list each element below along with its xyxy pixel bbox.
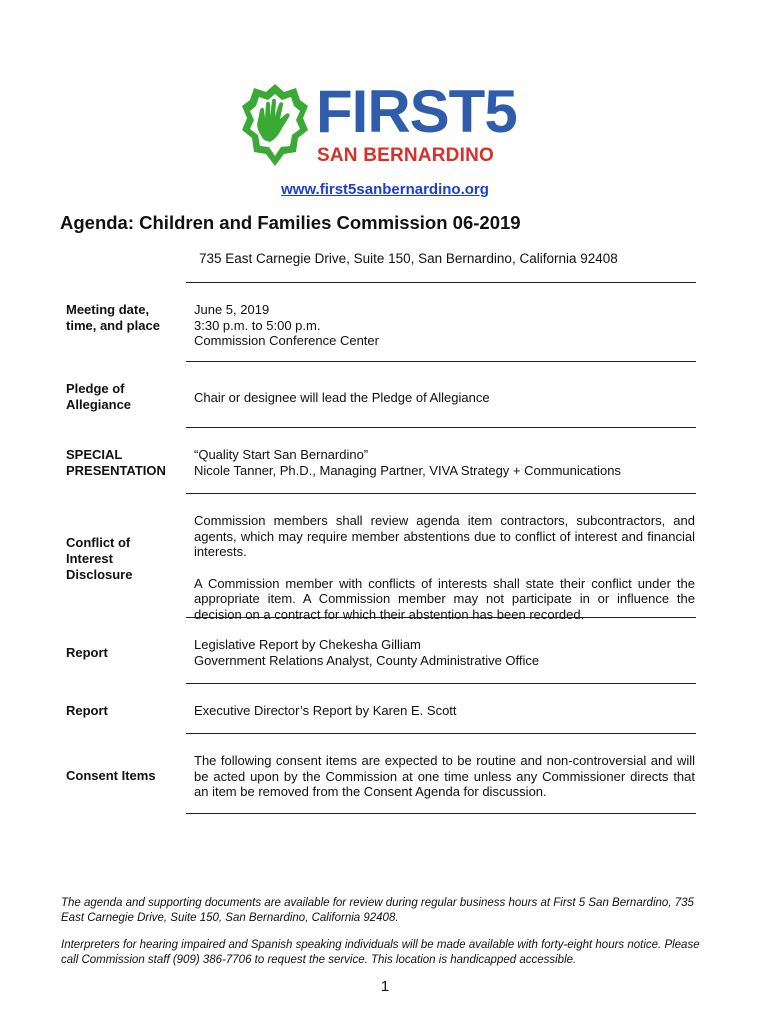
footer-availability: The agenda and supporting documents are available for review during regular business hours at First 5 San Bernardino, 735 East Carnegie Drive, Suite 150, San Bernardino, California 92408.	[61, 897, 694, 924]
agenda-content-legislative-report: Legislative Report by Chekesha Gilliam Government Relations Analyst, County Administrative Office	[194, 637, 540, 668]
address: 735 East Carnegie Drive, Suite 150, San Bernardino, California 92408	[199, 251, 618, 266]
agenda-label-consent-items: Consent Items	[66, 768, 156, 783]
agenda-label-conflict: Conflict of Interest Disclosure	[66, 535, 133, 582]
agenda-label-pledge: Pledge of Allegiance	[66, 381, 132, 412]
footer-interpreters: Interpreters for hearing impaired and Spanish speaking individuals will be made available with forty-eight hours notice. Please call Commission staff (909) 386-7706 to request the service. This location is handicapped accessible.	[61, 939, 700, 966]
agenda-content-conflict: Commission members shall review agenda item contractors, subcontractors, and agents, which may require member abstentions due to conflict of interest and financial interests. A Commission member with conflicts of interests shall state their conflict under the appropriate item. A Commission member may not participate in or influence the decision on a contract for which their abstention has been recorded.	[194, 513, 695, 622]
divider	[186, 813, 696, 814]
agenda-label-executive-report: Report	[66, 703, 108, 718]
agenda-label-legislative-report: Report	[66, 645, 108, 660]
divider	[186, 493, 696, 494]
agenda-label-special-presentation: SPECIAL PRESENTATION	[66, 447, 166, 478]
divider	[186, 733, 696, 734]
agenda-content-meeting: June 5, 2019 3:30 p.m. to 5:00 p.m. Commission Conference Center	[194, 302, 379, 348]
logo-first5-text: FIRST5	[316, 78, 517, 145]
divider	[186, 361, 696, 362]
agenda-content-executive-report: Executive Director’s Report by Karen E. Scott	[194, 703, 457, 718]
agenda-content-pledge: Chair or designee will lead the Pledge of Allegiance	[194, 390, 490, 405]
divider	[186, 282, 696, 283]
logo-san-bernardino-text: SAN BERNARDINO	[317, 145, 494, 166]
first5-logo	[240, 78, 530, 170]
agenda-content-special-presentation: “Quality Start San Bernardino” Nicole Tanner, Ph.D., Managing Partner, VIVA Strategy + Communications	[194, 447, 621, 478]
website-link[interactable]: www.first5sanbernardino.org	[281, 181, 489, 198]
agenda-label-meeting: Meeting date, time, and place	[66, 302, 160, 333]
page-title: Agenda: Children and Families Commission 06-2019	[60, 212, 521, 233]
divider	[186, 683, 696, 684]
divider	[186, 617, 696, 618]
footer-notice	[61, 896, 711, 967]
hand-shield-icon	[240, 82, 310, 168]
page-number: 1	[380, 978, 390, 995]
agenda-content-consent-items: The following consent items are expected to be routine and non-controversial and will be acted upon by the Commission at one time unless any Commissioner directs that an item be removed from the Consent Agenda for discussion.	[194, 753, 695, 799]
divider	[186, 427, 696, 428]
